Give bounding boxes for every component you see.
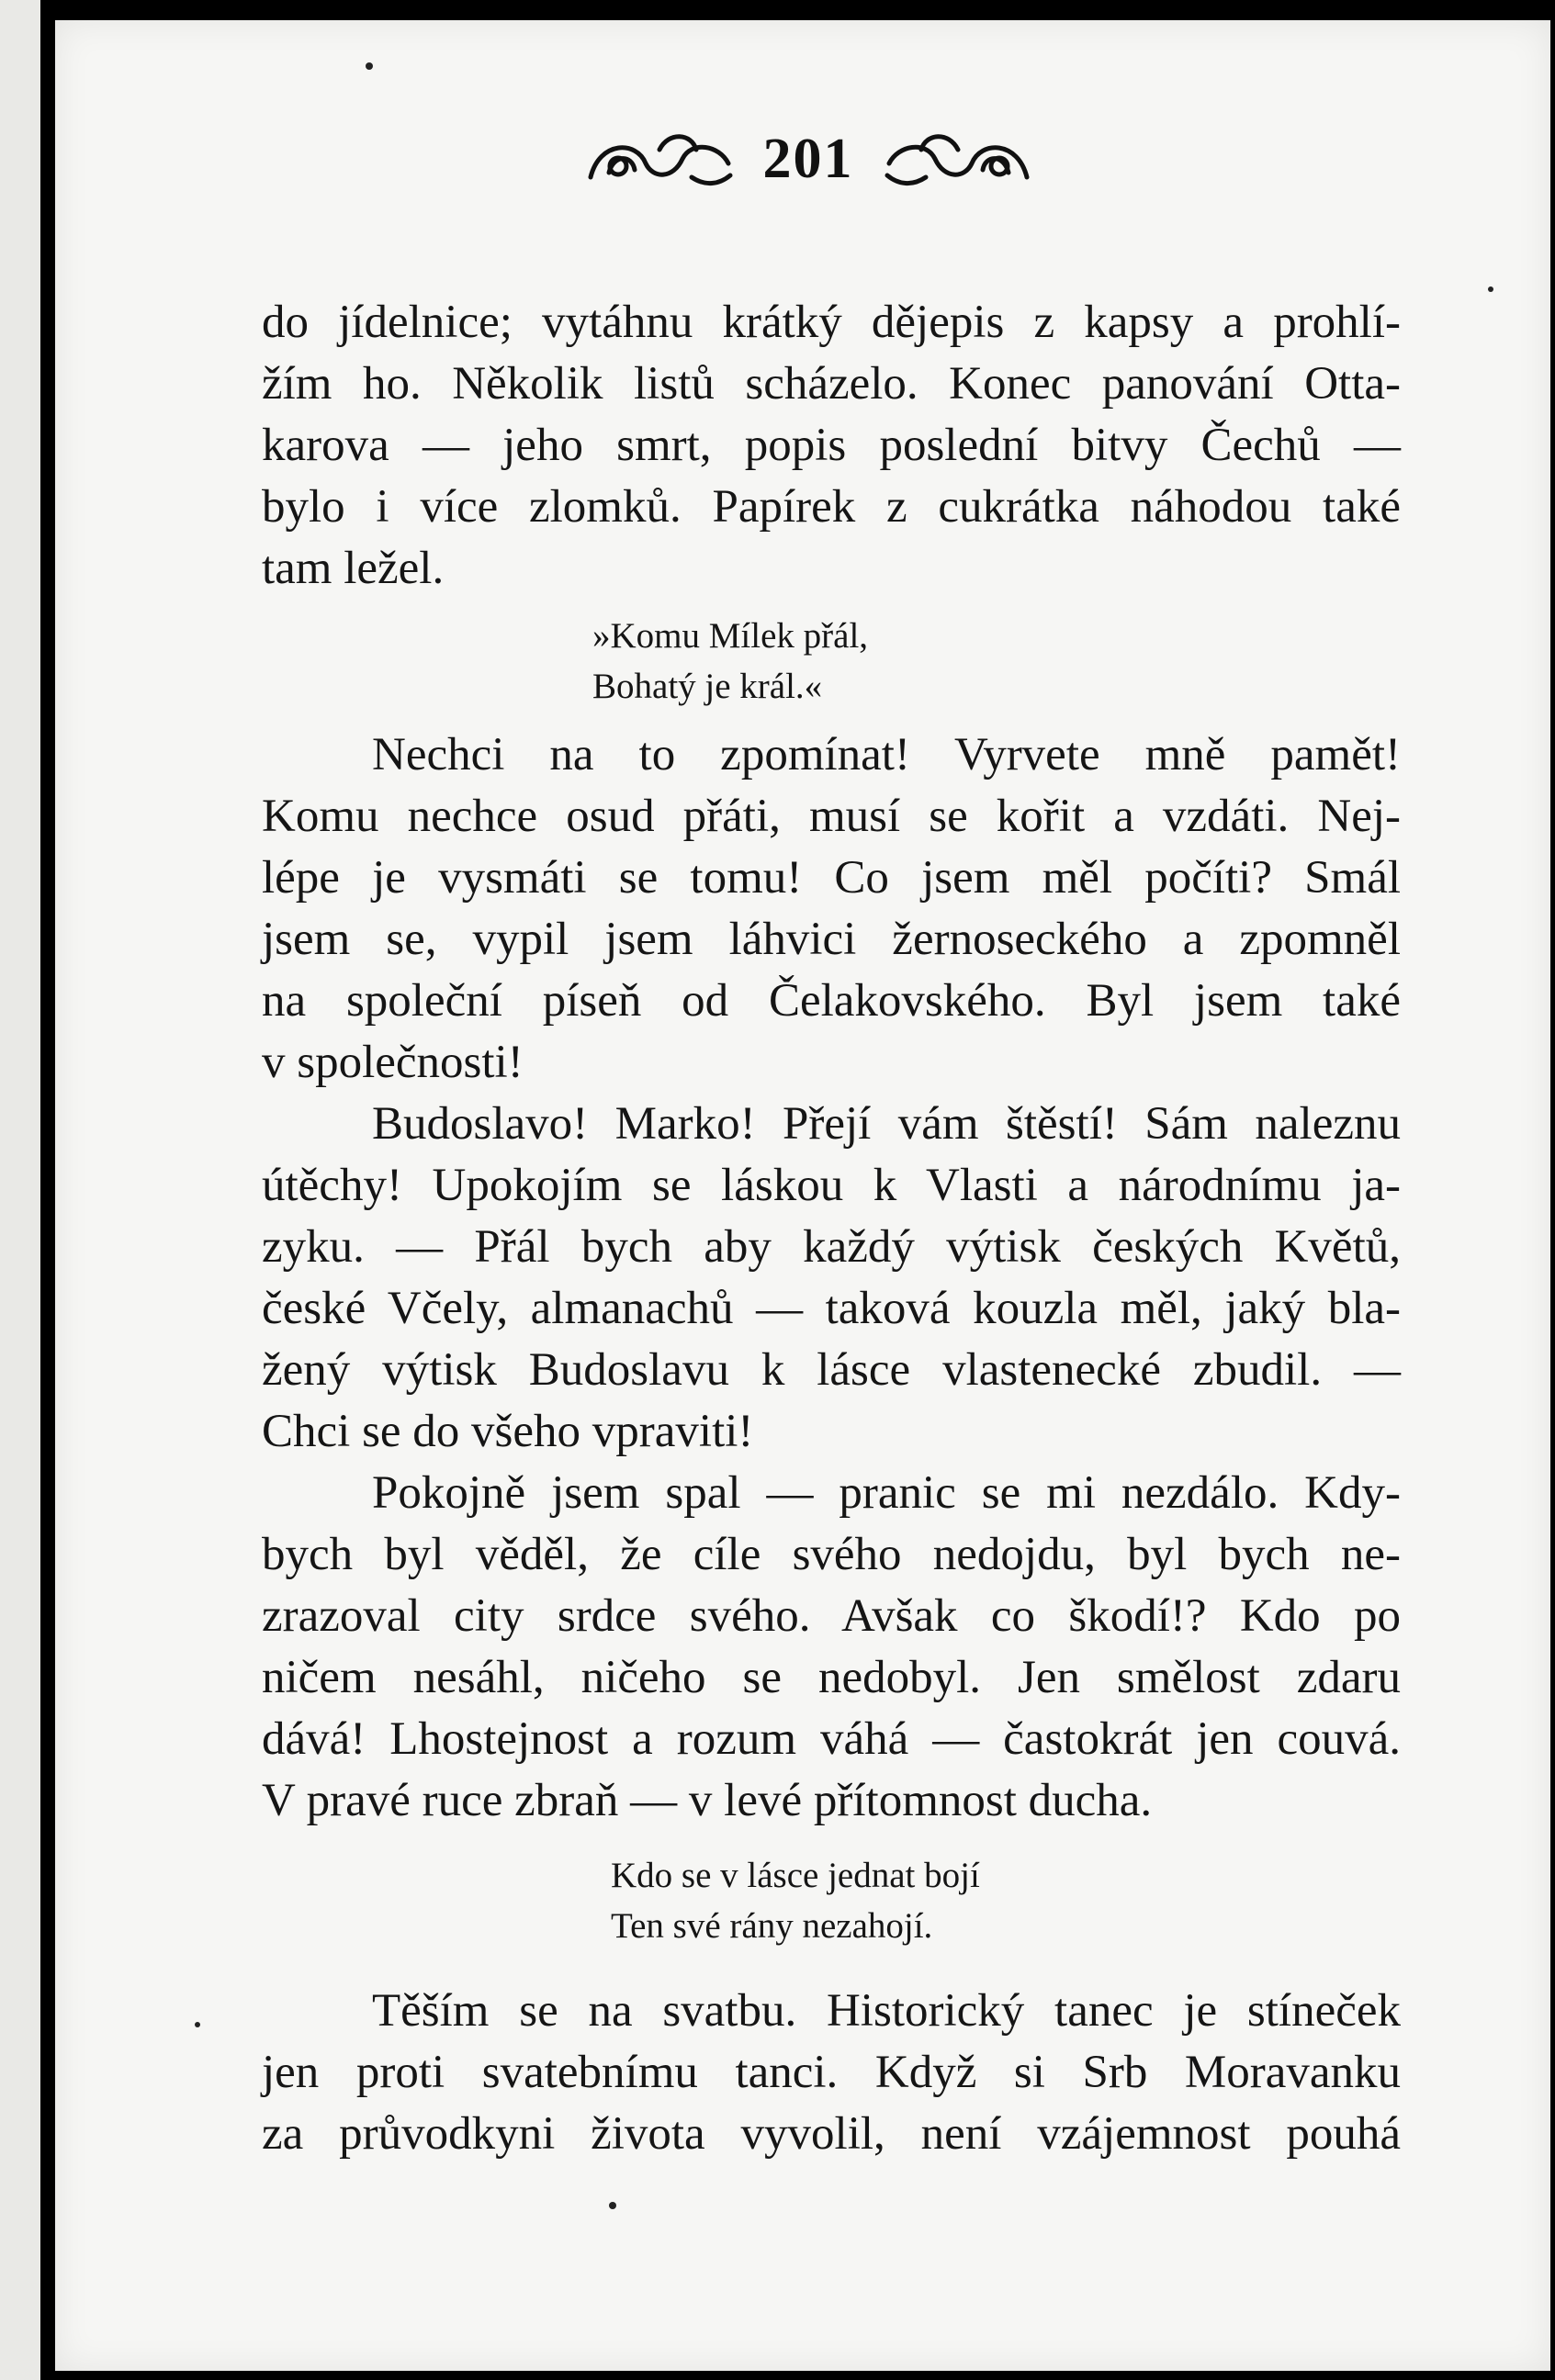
- text-line: V pravé ruce zbraň — v levé přítomnost ducha.: [262, 1775, 1153, 1826]
- paragraph-2: [262, 724, 1401, 1094]
- verse-line: Ten své rány nezahojí.: [611, 1906, 933, 1946]
- text-line: Těším se na svatbu. Historický tanec je stíneček: [372, 1985, 1401, 2037]
- text-line: Pokojně jsem spal — pranic se mi nezdálo. Kdy-: [372, 1467, 1401, 1519]
- print-speck: [366, 62, 373, 70]
- text-line: dává! Lhostejnost a rozum váhá — častokrát jen couvá.: [262, 1713, 1401, 1765]
- print-speck: [195, 2022, 200, 2027]
- text-line: lépe je vysmáti se tomu! Co jsem měl počíti? Smál: [262, 852, 1401, 904]
- text-line: žený výtisk Budoslavu k lásce vlastenecké zbudil. —: [262, 1344, 1401, 1396]
- print-speck: [1488, 286, 1493, 292]
- verse-line: Bohatý je král.«: [592, 667, 823, 706]
- text-line: české Včely, almanachů — taková kouzla měl, jaký bla-: [262, 1283, 1401, 1334]
- text-line: zyku. — Přál bych aby každý výtisk českých Květů,: [262, 1221, 1401, 1273]
- verse-line: »Komu Mílek přál,: [592, 616, 869, 656]
- text-line: Budoslavo! Marko! Přejí vám štěstí! Sám naleznu: [372, 1098, 1401, 1150]
- text-line: bych byl věděl, že cíle svého nedojdu, byl bych ne-: [262, 1529, 1401, 1580]
- text-line: za průvodkyni života vyvolil, není vzájemnost pouhá: [262, 2108, 1401, 2160]
- text-line: ničem nesáhl, ničeho se nedobyl. Jen smělost zdaru: [262, 1652, 1401, 1703]
- text-line: karova — jeho smrt, popis poslední bitvy Čechů —: [262, 420, 1401, 471]
- floral-ornament-left-icon: [581, 122, 738, 196]
- text-line: zrazoval city srdce svého. Avšak co škodí!? Kdo po: [262, 1590, 1401, 1642]
- text-line: tam ležel.: [262, 543, 445, 594]
- paragraph-3: [262, 1094, 1401, 1463]
- print-speck: [609, 2202, 616, 2209]
- page-number: 201: [762, 127, 854, 190]
- paragraph-4: [262, 1463, 1401, 1832]
- paragraph-1: [262, 292, 1401, 600]
- text-line: útěchy! Upokojím se láskou k Vlasti a národnímu ja-: [262, 1160, 1401, 1211]
- verse-line: Kdo se v lásce jednat bojí: [611, 1856, 980, 1895]
- text-line: do jídelnice; vytáhnu krátký dějepis z kapsy a prohlí-: [262, 297, 1401, 348]
- text-line: Komu nechce osud přáti, musí se kořit a vzdáti. Nej-: [262, 791, 1401, 842]
- text-line: Chci se do všeho vpraviti!: [262, 1406, 754, 1457]
- text-line: jen proti svatebnímu tanci. Když si Srb Moravanku: [262, 2047, 1401, 2098]
- verse-quote-1: [592, 611, 1401, 712]
- text-line: v společnosti!: [262, 1037, 524, 1088]
- body-text: [262, 292, 1401, 2165]
- page-header: [542, 108, 1075, 209]
- adjacent-page-edge: [0, 0, 50, 2380]
- text-line: na společní píseň od Čelakovského. Byl jsem také: [262, 975, 1401, 1027]
- floral-ornament-right-icon: [880, 122, 1036, 196]
- text-line: Nechci na to zpomínat! Vyrvete mně pamět!: [372, 729, 1401, 780]
- text-line: žím ho. Několik listů scházelo. Konec panování Otta-: [262, 358, 1401, 410]
- text-line: bylo i více zlomků. Papírek z cukrátka náhodou také: [262, 481, 1401, 533]
- text-line: jsem se, vypil jsem láhvici žernoseckého a zpomněl: [262, 914, 1401, 965]
- verse-quote-2: [611, 1850, 1401, 1951]
- paragraph-5: [262, 1981, 1401, 2165]
